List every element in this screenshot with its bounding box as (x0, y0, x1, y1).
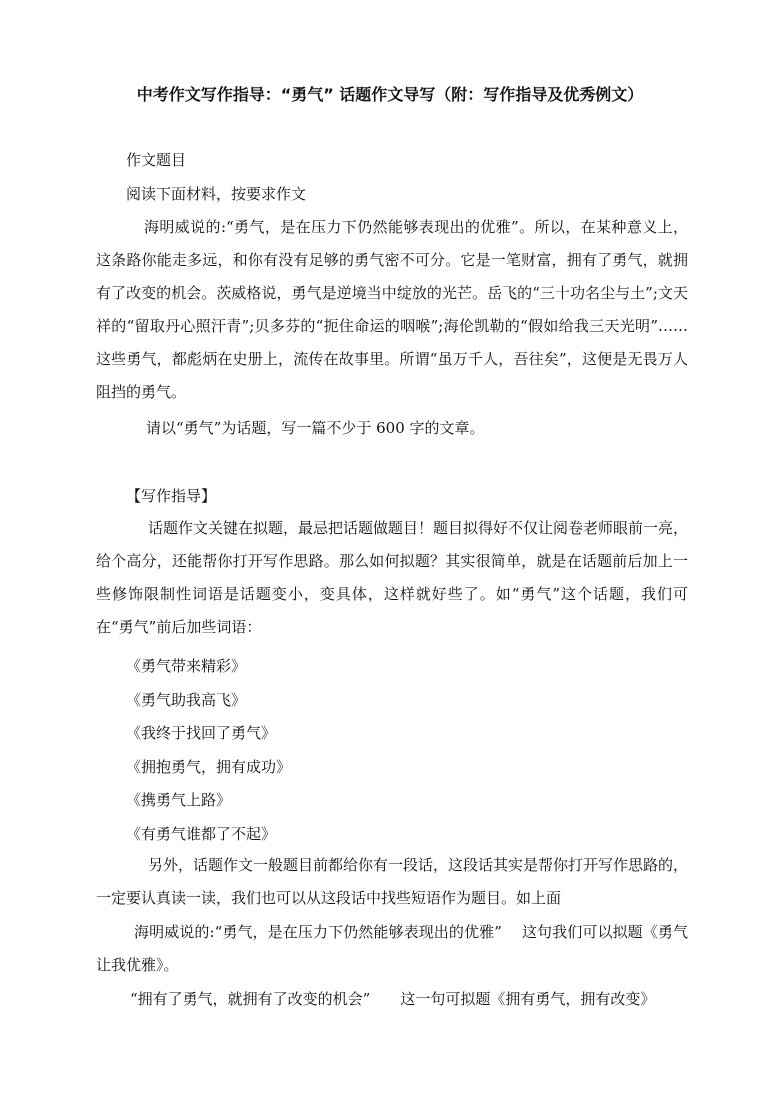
title-example: 《勇气带来精彩》 (126, 657, 247, 675)
guide-heading: 【写作指导】 (126, 487, 217, 505)
instruction-text: 阅读下面材料，按要求作文 (126, 185, 307, 203)
task-text: 请以“勇气”为话题，写一篇不少于 600 字的文章。 (146, 419, 485, 437)
example-quote-text: 海明威说的:“勇气，是在压力下仍然能够表现出的优雅” 这句我们可以拟题《勇气让我优雅》。 (96, 923, 688, 974)
title-example: 《携勇气上路》 (126, 791, 232, 809)
material-paragraph (96, 211, 688, 409)
document-title: 中考作文写作指导：“勇气” 话题作文导写（附：写作指导及优秀例文） (136, 85, 644, 104)
extra-paragraph (96, 849, 688, 915)
title-example: 《勇气助我高飞》 (126, 691, 247, 709)
title-example: 《我终于找回了勇气》 (126, 724, 277, 742)
example-quote-2: “拥有了勇气，就拥有了改变的机会” 这一句可拟题《拥有勇气，拥有改变》 (130, 990, 656, 1008)
extra-text: 另外，话题作文一般题目前都给你有一段话，这段话其实是帮你打开写作思路的，一定要认真读一读，我们也可以从这段话中找些短语作为题目。如上面 (96, 856, 689, 907)
example-quote-paragraph (96, 916, 688, 982)
title-example: 《拥抱勇气，拥有成功》 (126, 758, 292, 776)
section-heading-prompt: 作文题目 (126, 151, 187, 169)
material-text: 海明威说的:“勇气，是在压力下仍然能够表现出的优雅”。所以，在某种意义上，这条路你能走多远，和你有没有足够的勇气密不可分。它是一笔财富，拥有了勇气，就拥有了改变的机会。茨威格说，勇气是逆境当中绽放的光芒。岳飞的“三十功名尘与土”;文天祥的“留取丹心照汗青”;贝多芬的“扼住命运的咽喉”;海伦凯勒的“假如给我三天光明”……这些勇气，都彪炳在史册上，流传在故事里。所谓“虽万千人，吾往矣”，这便是无畏万人阻挡的勇气。 (96, 218, 688, 401)
guide-text: 话题作文关键在拟题，最忌把话题做题目！题目拟得好不仅让阅卷老师眼前一亮，给个高分，还能帮你打开写作思路。那么如何拟题？其实很简单，就是在话题前后加上一些修饰限制性词语是话题变小，变具体，这样就好些了。如“勇气”这个话题，我们可在“勇气”前后加些词语： (96, 519, 689, 636)
guide-paragraph (96, 512, 688, 644)
title-example: 《有勇气谁都了不起》 (126, 825, 277, 843)
